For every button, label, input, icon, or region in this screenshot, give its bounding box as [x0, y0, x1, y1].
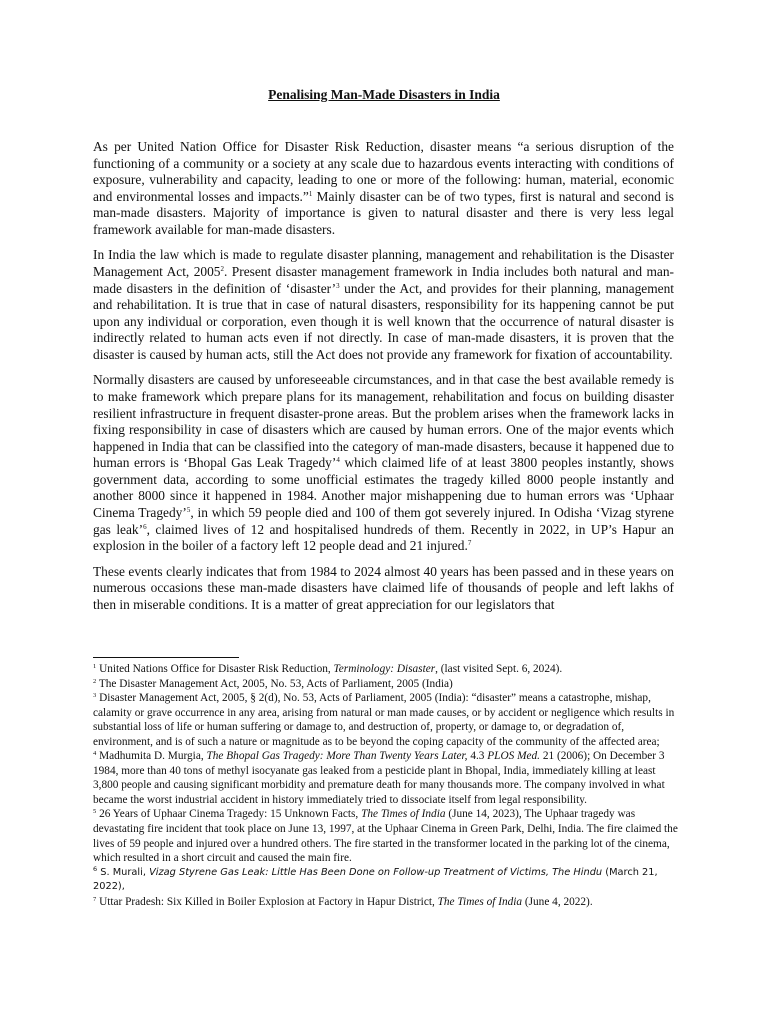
- footnote-number: 2: [93, 677, 97, 685]
- footnote-ref: 5: [186, 506, 191, 515]
- footnote-text: (June 14, 2023), The Uphaar tragedy was devastating fire incident that took place on June 13, 1997, at the Uphaar Cinema in Green Park, Delhi, India. The fire claimed the lives of 59 people and injured over a hundred others. The fire started in the transformer located in the parking lot of the cinema, which resulted in a short circuit and caused the main fire.: [93, 808, 678, 865]
- footnote-text: 21 (2006); On December 3 1984, more than 40 tons of methyl isocyanate gas leaked from a pesticide plant in Bhopal, India, immediately killing at least 3,800 people and causing significant morbidity and premature death for many thousands more. The company involved in what became the worst industrial accident in history immediately tried to dissociate itself from legal responsibility.: [93, 750, 665, 806]
- footnote-number: 4: [93, 750, 97, 758]
- footnote: [93, 677, 678, 692]
- footnote-italic: Terminology: Disaster: [333, 663, 436, 675]
- footnote-number: 3: [93, 692, 97, 700]
- footnote-text: 4.3: [467, 750, 488, 763]
- footnote-italic: The Times of India: [437, 895, 523, 908]
- footnote-number: 6: [93, 864, 98, 873]
- paragraph: [93, 372, 674, 555]
- body-text: [93, 139, 674, 613]
- footnote-text: The Disaster Management Act, 2005, No. 53, Acts of Parliament, 2005 (India): [96, 677, 453, 690]
- footnote: [93, 749, 678, 807]
- paragraph-text: , claimed lives of 12 and hospitalised hundreds of them. Recently in 2022, in UP’s Hapur an explosion in the boiler of a factory left 12 people dead and 21 injured.: [93, 521, 674, 554]
- footnotes: [93, 662, 678, 909]
- footnote-text: (March 21, 2022),: [93, 866, 658, 893]
- footnote-text: S. Murali,: [97, 866, 150, 878]
- paragraph-text: Normally disasters are caused by unforeseeable circumstances, and in that case the best available remedy is to make framework which prepare plans for its management, rehabilitation and focus on building disaster resilient infrastructure in frequent disaster-prone areas. But the problem arises when the framework lacks in fixing responsibility in case of disasters which are caused by human errors. One of the major events which happened in India that can be classified into the category of man-made disasters, because it happened due to human errors is ‘Bhopal Gas Leak Tragedy’: [93, 372, 674, 471]
- paragraph-text: , in which 59 people died and 100 of them got severely injured. In Odisha ‘Vizag styrene gas leak’: [93, 505, 674, 537]
- paragraph: [93, 247, 674, 363]
- footnote-text: Uttar Pradesh: Six Killed in Boiler Explosion at Factory in Hapur District,: [96, 895, 438, 908]
- paragraph: [93, 564, 674, 614]
- footnote-text: Disaster Management Act, 2005, § 2(d), No. 53, Acts of Parliament, 2005 (India): “disaster” means a catastrophe, mishap, calamity or grave occurrence in any area, arising from natural or man made causes, or by accident or negligence which results in substantial loss of life or human suffering or damage to, and destruction of, property, or damage to, or degradation of, environment, and is of such a nature or magnitude as to be beyond the coping capacity of the community of the affected area;: [93, 692, 675, 748]
- footnote-text: 26 Years of Uphaar Cinema Tragedy: 15 Unknown Facts,: [96, 808, 362, 821]
- footnote-text: Madhumita D. Murgia,: [96, 750, 207, 763]
- footnote-text: (June 4, 2022).: [522, 895, 593, 908]
- paragraph: [93, 139, 674, 239]
- footnote-number: 5: [93, 808, 97, 816]
- footnote-italic: Vizag Styrene Gas Leak: Little Has Been Done on Follow-up Treatment of Victims, The Hindu: [149, 866, 603, 878]
- footnote-text: United Nations Office for Disaster Risk Reduction,: [96, 663, 334, 675]
- footnote-ref: 4: [336, 456, 340, 465]
- footnote: [93, 807, 678, 865]
- footnote: [93, 691, 678, 749]
- paragraph-text: . Present disaster management framework in India includes both natural and man-made disasters in the definition of ‘disaster’: [93, 263, 674, 296]
- footnote-ref: 6: [143, 522, 147, 531]
- footnote-ref: 1: [308, 189, 313, 198]
- paragraph-text: In India the law which is made to regulate disaster planning, management and rehabilitation is the Disaster Management Act, 2005: [93, 247, 674, 279]
- footnote-ref: 7: [467, 539, 472, 548]
- footnote: [93, 866, 678, 895]
- footnote-italic: The Times of India: [361, 808, 446, 821]
- footnote-number: 1: [93, 663, 97, 670]
- footnote-separator: [93, 657, 239, 658]
- footnote: [93, 662, 678, 677]
- footnote: [93, 895, 678, 910]
- footnote-ref: 3: [336, 281, 340, 290]
- footnote-number: 7: [93, 895, 97, 903]
- paragraph-text: These events clearly indicates that from 1984 to 2024 almost 40 years has been passed and in these years on numerous occasions these man-made disasters have claimed life of thousands of people and left lakhs of then in miserable conditions. It is a matter of great appreciation for our legislators that: [93, 563, 674, 612]
- paragraph-text: As per United Nation Office for Disaster Risk Reduction, disaster means “a serious disruption of the functioning of a community or a society at any scale due to hazardous events interacting with conditions of exposure, vulnerability and capacity, leading to one or more of the following: human, material, economic and environmental losses and impacts.”: [93, 139, 674, 204]
- paragraph-text: under the Act, and provides for their planning, management and rehabilitation. It is true that in case of natural disasters, responsibility for its happening cannot be put upon any individual or corporation, even though it is well known that the occurrence of natural disaster is indirectly related to human acts even if not directly. In case of man-made disasters, it is proven that the disaster is caused by human acts, still the Act does not provide any framework for fixation of accountability.: [93, 280, 675, 362]
- paragraph-text: which claimed life of at least 3800 peoples instantly, shows government data, according to some unofficial estimates the tragedy killed 8000 people instantly and another 8000 since it happened in 1984. Another major mishappening due to human errors was ‘Uphaar Cinema Tragedy’: [93, 455, 674, 521]
- footnote-ref: 2: [220, 264, 224, 273]
- document-title: Penalising Man-Made Disasters in India: [268, 87, 500, 102]
- footnote-text: , (last visited Sept. 6, 2024).: [435, 663, 563, 675]
- footnote-italic: PLOS Med.: [487, 750, 540, 763]
- paragraph-text: Mainly disaster can be of two types, first is natural and second is man-made disasters. Majority of importance is given to natural disaster and there is very less legal framework available for man-made disasters.: [93, 188, 674, 237]
- footnote-italic: The Bhopal Gas Tragedy: More Than Twenty Years Later,: [206, 750, 468, 763]
